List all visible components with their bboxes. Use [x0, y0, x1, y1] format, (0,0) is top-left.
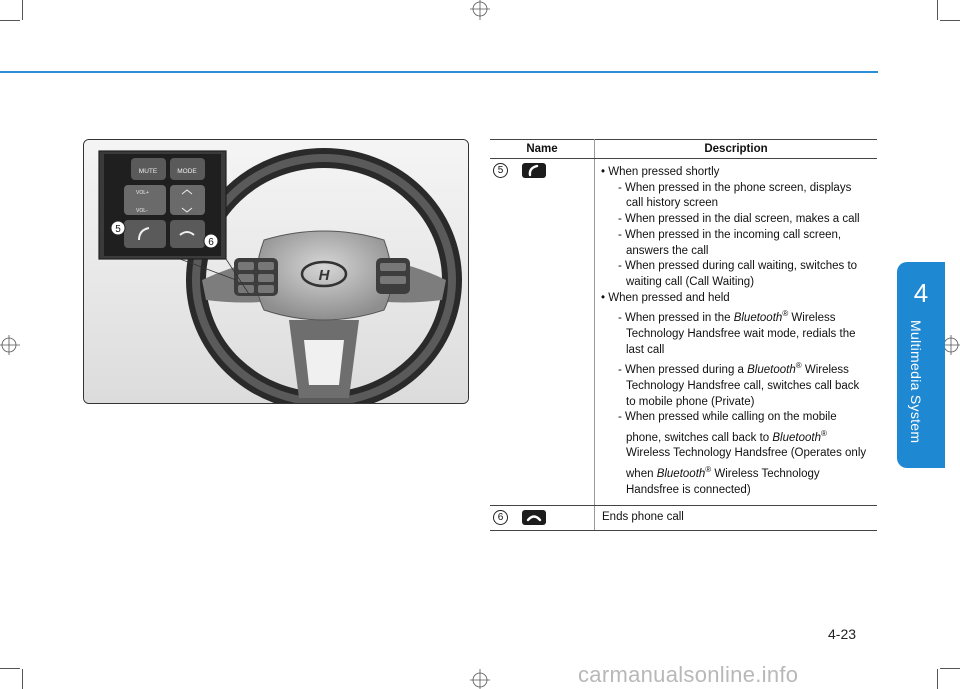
name-cell	[490, 159, 595, 506]
list-item: - When pressed while calling on the mobile phone, switches call back to Bluetooth® Wireless Technology Handsfree (Operates only when Bluetooth® Wireless Technology Handsfree is connected)	[618, 411, 867, 496]
crop-mark	[22, 0, 23, 20]
figure-callout-5: 5	[115, 224, 121, 235]
chapter-tab[interactable]	[897, 262, 945, 468]
table-header-row	[490, 140, 877, 159]
list-item: - When pressed in the Bluetooth® Wireless Technology Handsfree wait mode, redials the last call	[618, 309, 856, 356]
list-item: - When pressed in the phone screen, displays call history screen	[618, 181, 852, 210]
svg-text:H: H	[318, 267, 330, 284]
crop-mark	[940, 20, 960, 21]
list-item: - When pressed in the incoming call screen, answers the call	[618, 228, 842, 257]
list-item: - When pressed during call waiting, switches to waiting call (Call Waiting)	[618, 260, 858, 288]
call-answer-icon	[522, 163, 546, 178]
mode-button-label: MODE	[177, 168, 197, 175]
mute-button-label: MUTE	[138, 168, 158, 175]
row-number: 5	[493, 163, 508, 178]
list-item: - When pressed in the dial screen, makes a call	[618, 213, 860, 226]
chapter-number: 4	[913, 278, 929, 308]
description-cell	[595, 159, 878, 506]
chapter-title: Multimedia System	[908, 320, 924, 444]
table-row	[490, 159, 877, 506]
call-end-icon	[522, 510, 546, 525]
crop-mark	[937, 0, 938, 20]
table-row	[490, 506, 877, 531]
header-rule	[0, 71, 878, 73]
name-cell	[490, 506, 595, 531]
crop-mark	[22, 669, 23, 689]
header-description: Description	[595, 140, 878, 159]
crop-mark	[0, 668, 20, 669]
registration-mark	[469, 667, 491, 689]
crop-mark	[940, 668, 960, 669]
vol-up-label: VOL+	[136, 190, 149, 196]
registration-mark	[469, 0, 491, 22]
button-description-table	[490, 139, 877, 531]
row-number: 6	[493, 510, 508, 525]
vol-down-label: VOL-	[136, 208, 148, 214]
list-item: - When pressed during a Bluetooth® Wireless Technology Handsfree call, switches call back to mobile phone (Private)	[618, 361, 860, 408]
crop-mark	[0, 20, 20, 21]
steering-wheel-figure	[83, 139, 469, 404]
description-cell	[595, 506, 878, 531]
crop-mark	[937, 669, 938, 689]
list-item: • When pressed and held	[601, 291, 730, 304]
header-name: Name	[490, 140, 595, 159]
list-item: Ends phone call	[602, 511, 684, 524]
watermark: carmanualsonline.info	[578, 662, 799, 687]
registration-mark	[0, 334, 22, 356]
page-number: 4-23	[828, 626, 857, 642]
figure-callout-6: 6	[208, 237, 214, 248]
list-item: • When pressed shortly	[601, 166, 720, 178]
